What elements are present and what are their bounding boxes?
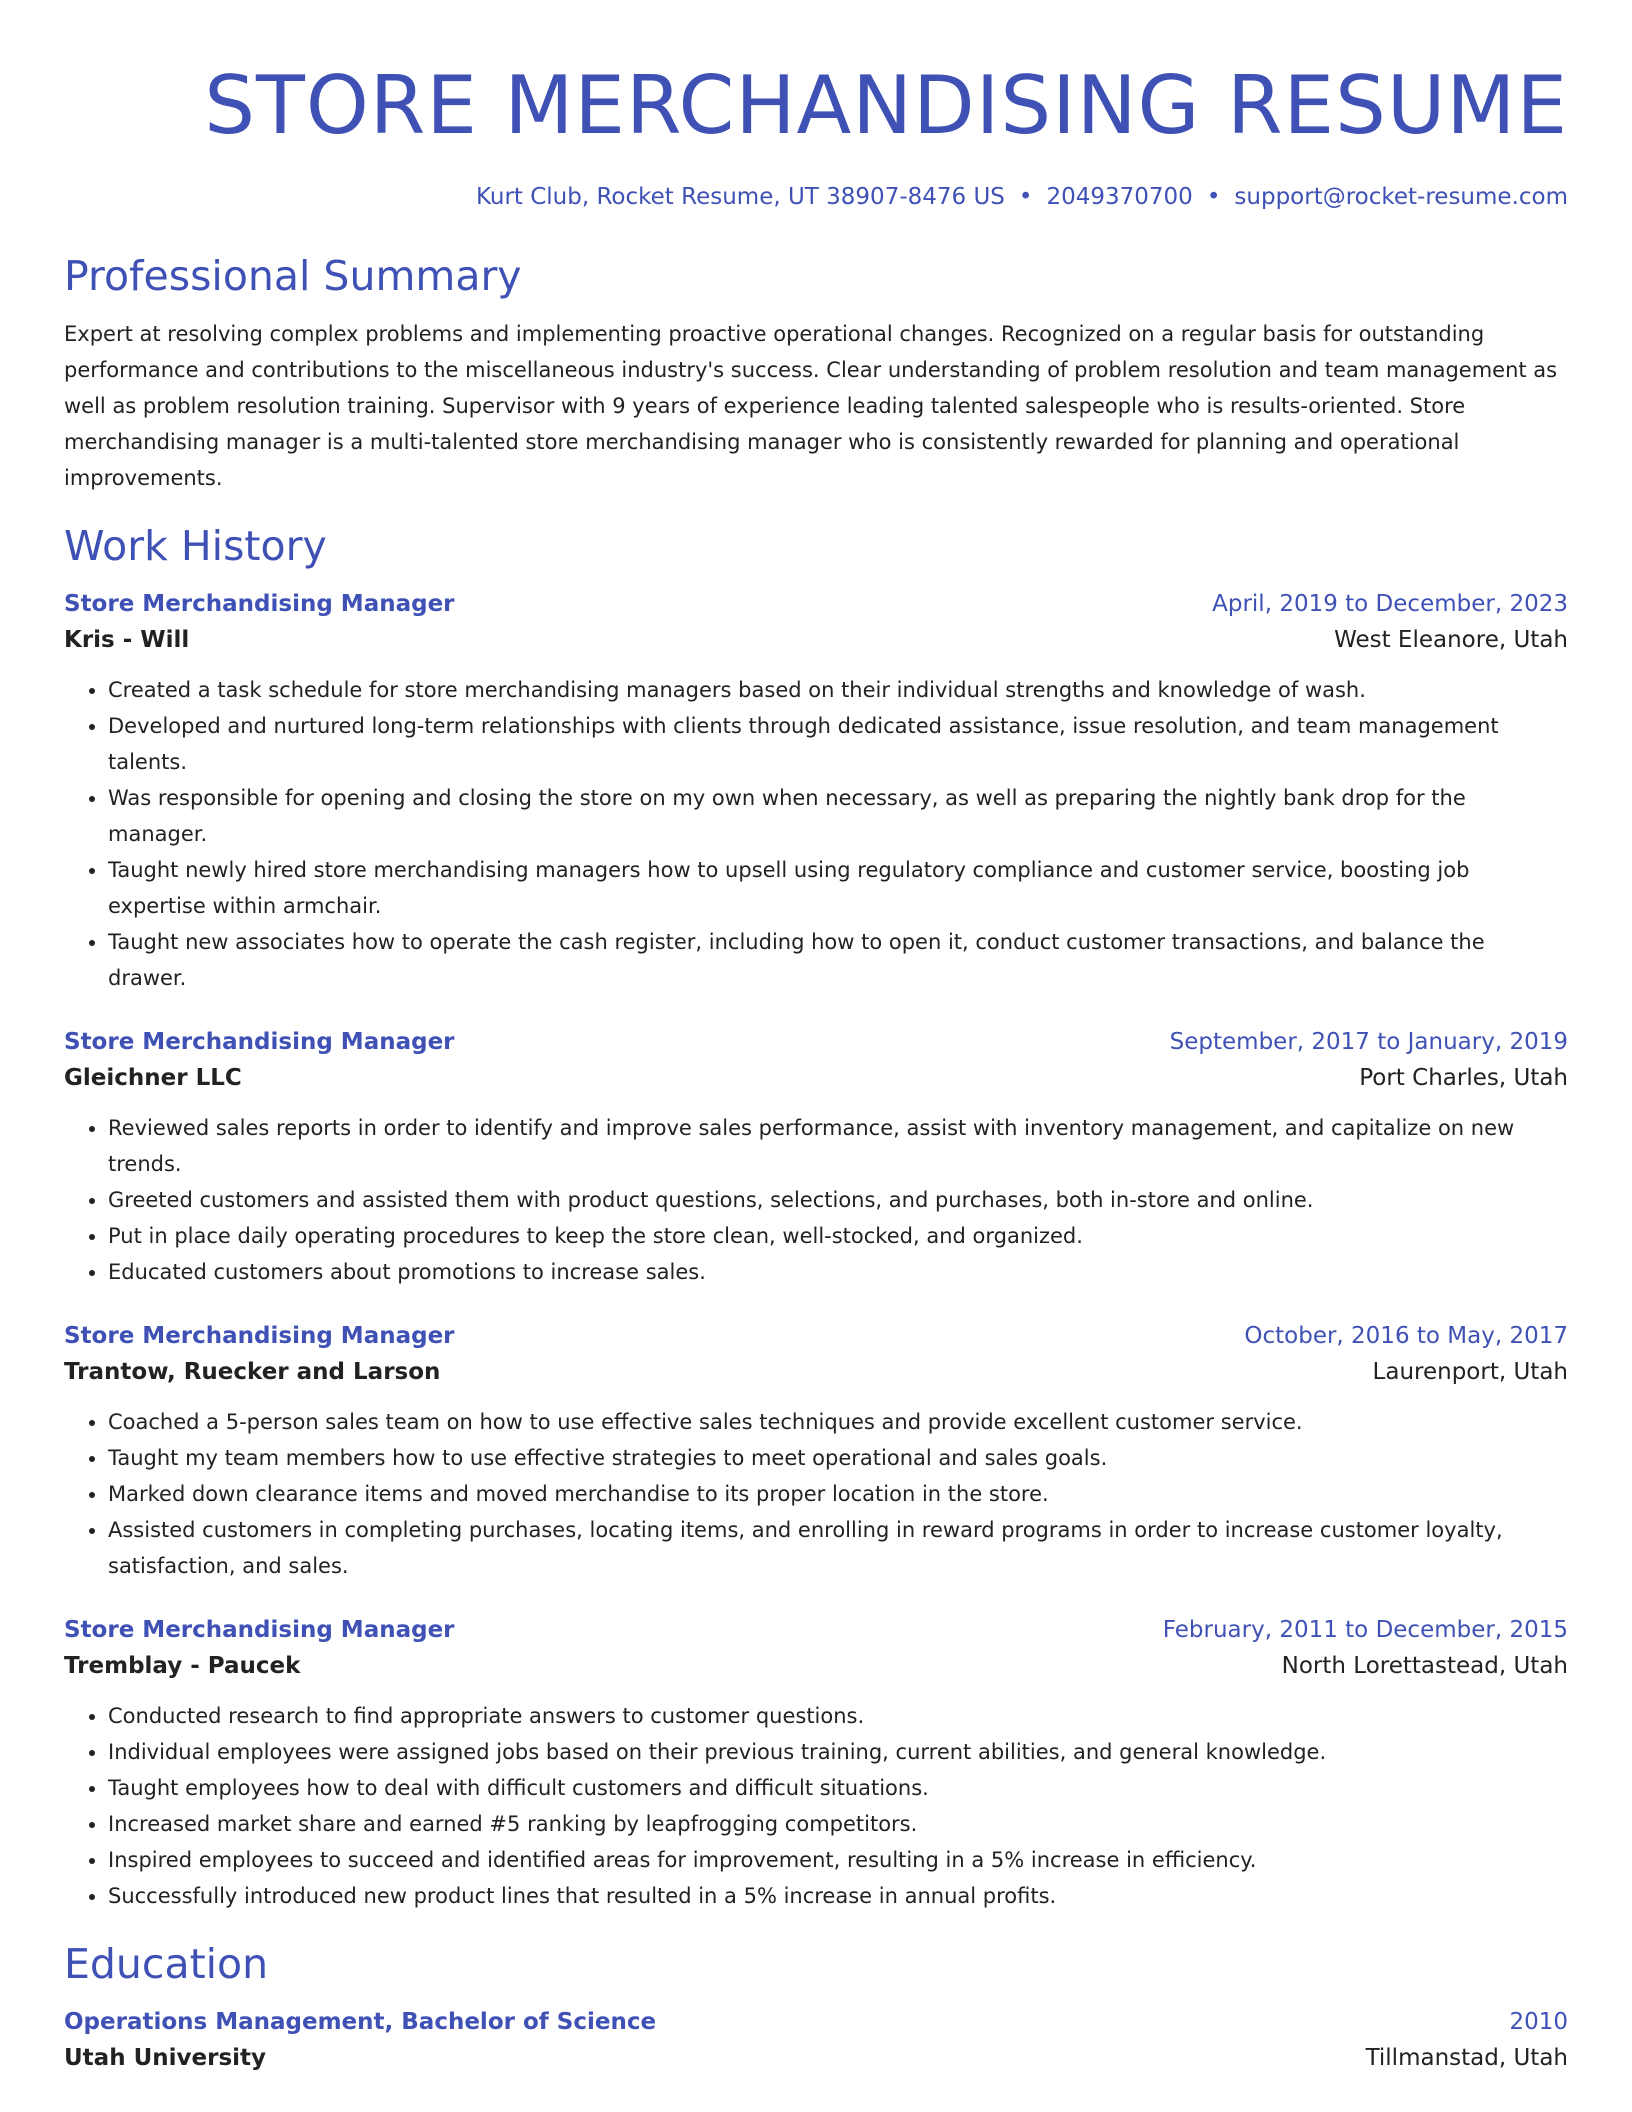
job-dates: October, 2016 to May, 2017 bbox=[1244, 1323, 1568, 1349]
job-bullet: • Assisted customers in completing purchases, locating items, and enrolling in reward programs in order to increase customer loyalty, satisfaction, and sales. bbox=[108, 1512, 1568, 1584]
contact-phone[interactable]: 2049370700 bbox=[1046, 184, 1193, 210]
job-location: Port Charles, Utah bbox=[1359, 1065, 1568, 1091]
job-bullet-list bbox=[64, 1110, 1568, 1290]
job-bullet: • Reviewed sales reports in order to identify and improve sales performance, assist with inventory management, and capitalize on new trends. bbox=[108, 1110, 1568, 1182]
job-employer: Trantow, Ruecker and Larson bbox=[64, 1359, 441, 1385]
job-bullet: • Taught newly hired store merchandising managers how to upsell using regulatory compliance and customer service, boosting job expertise within armchair. bbox=[108, 852, 1568, 924]
job-bullet: • Increased market share and earned #5 ranking by leapfrogging competitors. bbox=[108, 1806, 1568, 1842]
job-bullet: • Inspired employees to succeed and identified areas for improvement, resulting in a 5% increase in efficiency. bbox=[108, 1842, 1568, 1878]
education-degree: Operations Management, Bachelor of Science bbox=[64, 2009, 657, 2035]
job-bullet: • Individual employees were assigned jobs based on their previous training, current abilities, and general knowledge. bbox=[108, 1734, 1568, 1770]
resume-title: STORE MERCHANDISING RESUME bbox=[204, 59, 1568, 152]
education-school: Utah University bbox=[64, 2045, 267, 2071]
job-location: Laurenport, Utah bbox=[1372, 1359, 1568, 1385]
education-entry bbox=[64, 2004, 1568, 2076]
job-employer: Kris - Will bbox=[64, 627, 190, 653]
job-bullet-list bbox=[64, 1404, 1568, 1584]
job-bullet: • Developed and nurtured long-term relationships with clients through dedicated assistance, issue resolution, and team management talents. bbox=[108, 708, 1568, 780]
job-location: West Eleanore, Utah bbox=[1334, 627, 1568, 653]
contact-line bbox=[64, 182, 1568, 212]
contact-email[interactable]: support@rocket-resume.com bbox=[1234, 184, 1568, 210]
job-bullet-list bbox=[64, 1698, 1568, 1914]
job-bullet: • Taught new associates how to operate the cash register, including how to open it, conduct customer transactions, and balance the drawer. bbox=[108, 924, 1568, 996]
job-bullet: • Taught my team members how to use effective strategies to meet operational and sales goals. bbox=[108, 1440, 1568, 1476]
job-bullet: • Marked down clearance items and moved merchandise to its proper location in the store. bbox=[108, 1476, 1568, 1512]
job-bullet: • Put in place daily operating procedures to keep the store clean, well-stocked, and organized. bbox=[108, 1218, 1568, 1254]
job-employer: Tremblay - Paucek bbox=[64, 1653, 301, 1679]
education-year: 2010 bbox=[1509, 2009, 1568, 2035]
summary-heading: Professional Summary bbox=[64, 252, 522, 300]
job-dates: April, 2019 to December, 2023 bbox=[1212, 591, 1568, 617]
summary-text: Expert at resolving complex problems and implementing proactive operational changes. Recognized on a regular basis for outstanding performance and contributions to the miscellaneous industry's success. Clear understanding of problem resolution and team management as well as problem resolution training. Supervisor with 9 years of experience leading talented salespeople who is results-oriented. Store merchandising manager is a multi-talented store merchandising manager who is consistently rewarded for planning and operational improvements. bbox=[64, 322, 1558, 490]
job-bullet: • Conducted research to find appropriate answers to customer questions. bbox=[108, 1698, 1568, 1734]
job-dates: February, 2011 to December, 2015 bbox=[1162, 1617, 1568, 1643]
job-entry bbox=[64, 1318, 1568, 1584]
job-title: Store Merchandising Manager bbox=[64, 1029, 455, 1055]
job-title: Store Merchandising Manager bbox=[64, 591, 455, 617]
job-title: Store Merchandising Manager bbox=[64, 1617, 455, 1643]
job-entry bbox=[64, 1024, 1568, 1290]
contact-separator: • bbox=[1018, 184, 1033, 210]
contact-address: Kurt Club, Rocket Resume, UT 38907-8476 US bbox=[475, 184, 1005, 210]
job-bullet-list bbox=[64, 672, 1568, 996]
job-entry bbox=[64, 1612, 1568, 1914]
job-title: Store Merchandising Manager bbox=[64, 1323, 455, 1349]
education-heading: Education bbox=[64, 1940, 269, 1988]
job-bullet: • Was responsible for opening and closing the store on my own when necessary, as well as preparing the nightly bank drop for the manager. bbox=[108, 780, 1568, 852]
job-bullet: • Created a task schedule for store merchandising managers based on their individual strengths and knowledge of wash. bbox=[108, 672, 1568, 708]
job-location: North Lorettastead, Utah bbox=[1281, 1653, 1568, 1679]
job-bullet: • Successfully introduced new product lines that resulted in a 5% increase in annual profits. bbox=[108, 1878, 1568, 1914]
job-employer: Gleichner LLC bbox=[64, 1065, 242, 1091]
contact-separator: • bbox=[1206, 184, 1221, 210]
job-bullet: • Taught employees how to deal with difficult customers and difficult situations. bbox=[108, 1770, 1568, 1806]
education-location: Tillmanstad, Utah bbox=[1365, 2045, 1568, 2071]
resume-page bbox=[64, 0, 1568, 2076]
job-bullet: • Coached a 5-person sales team on how to use effective sales techniques and provide excellent customer service. bbox=[108, 1404, 1568, 1440]
work-history-list bbox=[64, 586, 1568, 1914]
job-bullet: • Greeted customers and assisted them with product questions, selections, and purchases, both in-store and online. bbox=[108, 1182, 1568, 1218]
job-entry bbox=[64, 586, 1568, 996]
job-bullet: • Educated customers about promotions to increase sales. bbox=[108, 1254, 1568, 1290]
work-history-heading: Work History bbox=[64, 522, 327, 570]
job-dates: September, 2017 to January, 2019 bbox=[1169, 1029, 1568, 1055]
